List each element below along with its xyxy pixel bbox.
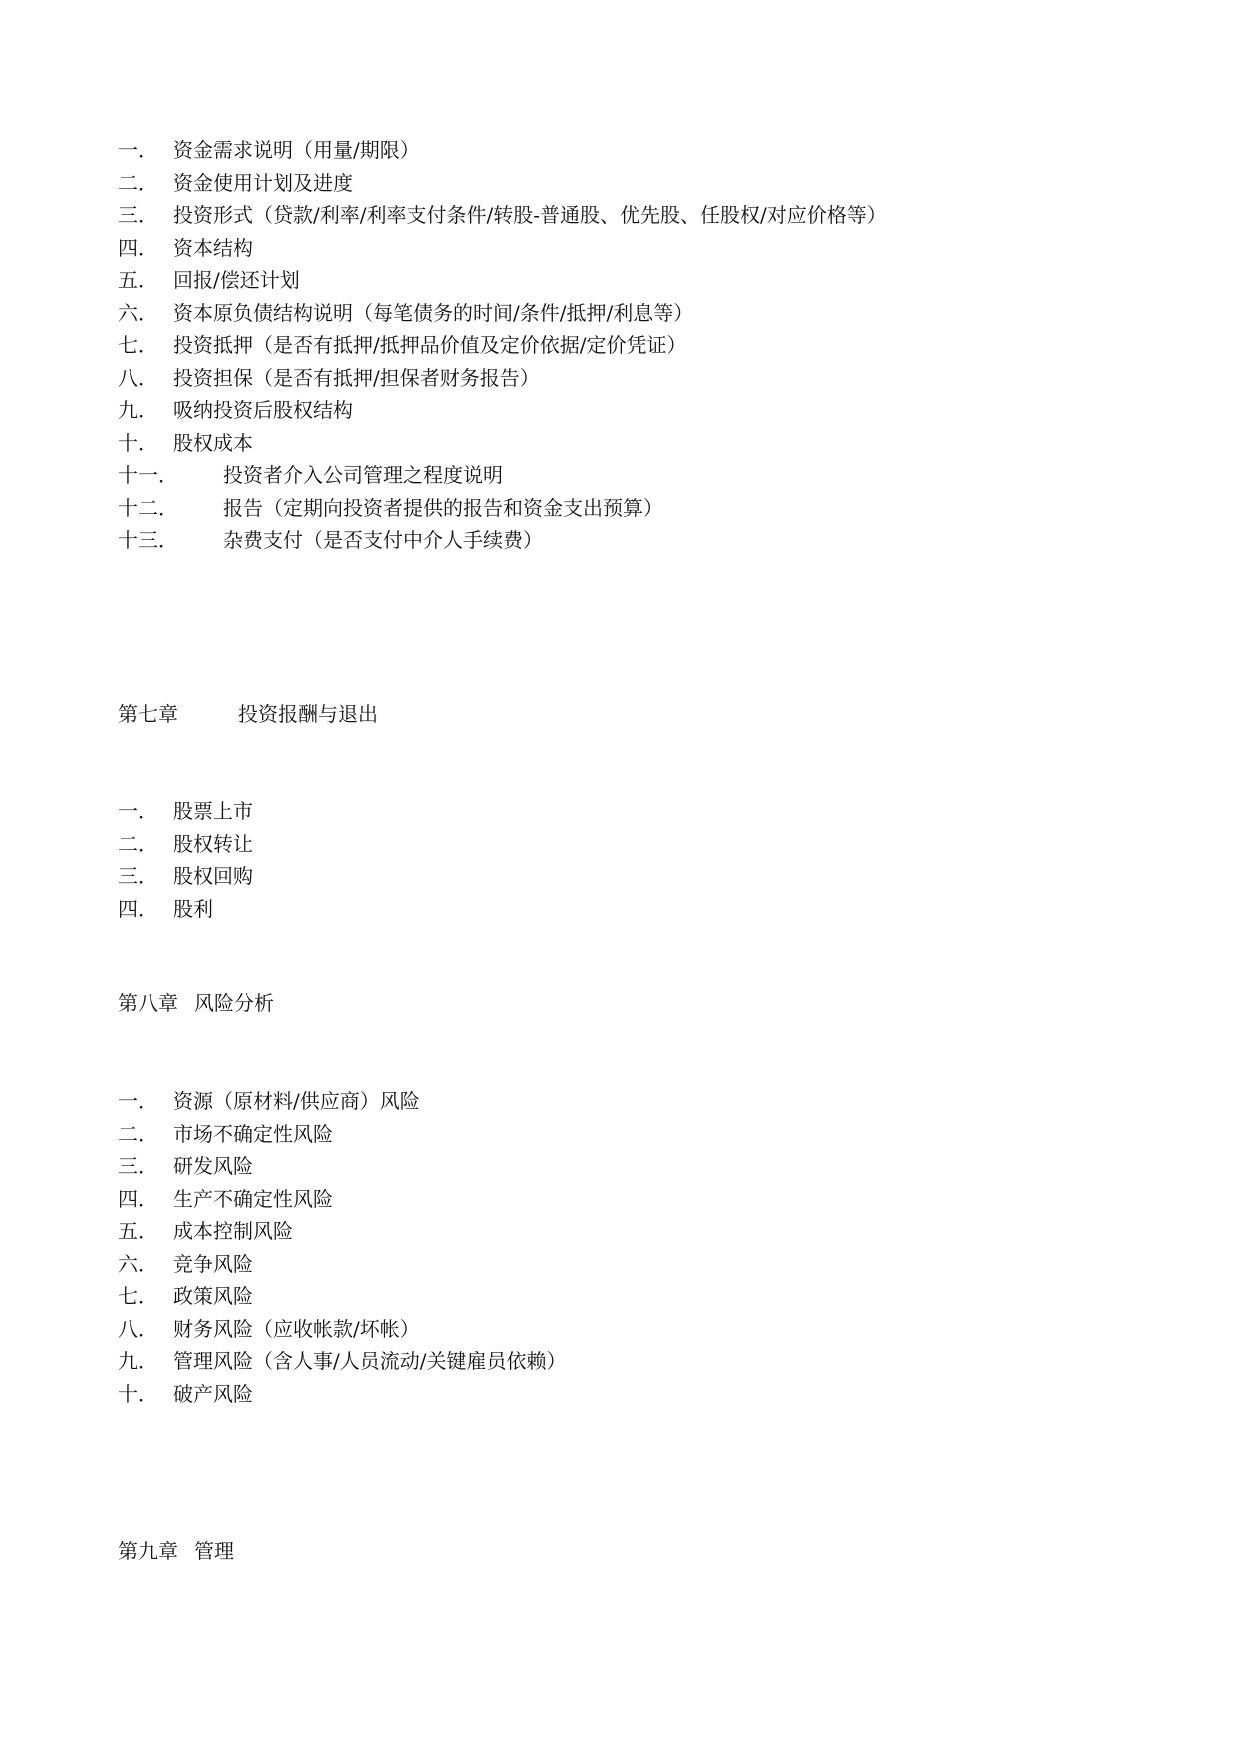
- chapter-number: 第七章: [118, 702, 178, 726]
- list-item: [118, 459, 887, 492]
- list-item: [118, 1280, 566, 1313]
- list-item: [118, 1118, 566, 1151]
- item-text: 报告（定期向投资者提供的报告和资金支出预算）: [223, 495, 663, 520]
- item-number: 五．: [118, 268, 158, 292]
- chapter-7-heading: [118, 699, 378, 729]
- list-item: [118, 1150, 566, 1183]
- item-number: 二．: [118, 831, 158, 856]
- list-item: [118, 394, 887, 427]
- item-number: 十二．: [118, 495, 178, 520]
- item-number: 一．: [118, 1089, 158, 1113]
- item-number: 一．: [118, 138, 158, 162]
- item-text: 资本原负债结构说明（每笔债务的时间/条件/抵押/利息等）: [173, 300, 694, 325]
- item-number: 三．: [118, 1154, 158, 1178]
- item-text: 成本控制风险: [173, 1219, 293, 1243]
- item-text: 资金使用计划及进度: [173, 170, 353, 195]
- item-number: 八．: [118, 365, 158, 390]
- item-number: 三．: [118, 203, 158, 227]
- list-item: [118, 167, 887, 200]
- list-item: [118, 1378, 566, 1411]
- item-text: 财务风险（应收帐款/坏帐）: [173, 1316, 420, 1341]
- item-number: 四．: [118, 896, 158, 921]
- item-text: 吸纳投资后股权结构: [173, 398, 353, 422]
- item-number: 四．: [118, 1186, 158, 1211]
- item-number: 五．: [118, 1219, 158, 1243]
- chapter-title: 管理: [194, 1539, 234, 1563]
- item-text: 回报/偿还计划: [173, 268, 300, 292]
- item-text: 投资抵押（是否有抵押/抵押品价值及定价依据/定价凭证）: [173, 333, 687, 357]
- item-text: 投资担保（是否有抵押/担保者财务报告）: [173, 365, 540, 390]
- item-number: 四．: [118, 235, 158, 260]
- item-text: 投资者介入公司管理之程度说明: [223, 463, 503, 487]
- list-item: [118, 492, 887, 525]
- item-text: 市场不确定性风险: [173, 1121, 333, 1146]
- list-item: [118, 1248, 566, 1281]
- list-item: [118, 329, 887, 362]
- list-item: [118, 199, 887, 232]
- chapter-8-heading: [118, 988, 274, 1018]
- item-text: 管理风险（含人事/人员流动/关键雇员依赖）: [173, 1349, 567, 1373]
- item-text: 股票上市: [173, 799, 253, 823]
- item-number: 十．: [118, 430, 158, 455]
- item-text: 资金需求说明（用量/期限）: [173, 138, 420, 162]
- item-text: 资本结构: [173, 235, 253, 260]
- list-item: [118, 297, 887, 330]
- item-number: 七．: [118, 1284, 158, 1308]
- item-number: 十一．: [118, 463, 178, 487]
- item-number: 六．: [118, 300, 158, 325]
- list-item: [118, 362, 887, 395]
- list-item: [118, 795, 253, 828]
- list-item: [118, 524, 887, 557]
- item-text: 杂费支付（是否支付中介人手续费）: [223, 528, 543, 552]
- list-item: [118, 1215, 566, 1248]
- item-number: 十．: [118, 1381, 158, 1406]
- item-text: 政策风险: [173, 1284, 253, 1308]
- list-item: [118, 264, 887, 297]
- list-item: [118, 893, 253, 926]
- list-item: [118, 232, 887, 265]
- item-text: 股权转让: [173, 831, 253, 856]
- item-number: 三．: [118, 864, 158, 888]
- chapter-title: 风险分析: [194, 991, 274, 1015]
- item-number: 十三．: [118, 528, 178, 552]
- item-text: 破产风险: [173, 1381, 253, 1406]
- item-number: 九．: [118, 1349, 158, 1373]
- list-item: [118, 1345, 566, 1378]
- item-number: 七．: [118, 333, 158, 357]
- item-text: 股权回购: [173, 864, 253, 888]
- item-text: 研发风险: [173, 1154, 253, 1178]
- list-item: [118, 828, 253, 861]
- investment-terms-list: [118, 134, 887, 557]
- item-number: 九．: [118, 398, 158, 422]
- item-text: 资源（原材料/供应商）风险: [173, 1089, 420, 1113]
- item-number: 八．: [118, 1316, 158, 1341]
- list-item: [118, 1313, 566, 1346]
- chapter-title: 投资报酬与退出: [238, 702, 378, 726]
- item-text: 股权成本: [173, 430, 253, 455]
- item-text: 股利: [173, 896, 213, 921]
- risk-list: [118, 1085, 566, 1410]
- list-item: [118, 1085, 566, 1118]
- exit-methods-list: [118, 795, 253, 925]
- chapter-number: 第八章: [118, 991, 178, 1015]
- list-item: [118, 1183, 566, 1216]
- list-item: [118, 427, 887, 460]
- item-text: 生产不确定性风险: [173, 1186, 333, 1211]
- list-item: [118, 134, 887, 167]
- item-text: 竞争风险: [173, 1251, 253, 1276]
- chapter-9-heading: [118, 1536, 234, 1566]
- item-text: 投资形式（贷款/利率/利率支付条件/转股-普通股、优先股、任股权/对应价格等）: [173, 203, 887, 227]
- list-item: [118, 860, 253, 893]
- item-number: 一．: [118, 799, 158, 823]
- chapter-number: 第九章: [118, 1539, 178, 1563]
- item-number: 二．: [118, 170, 158, 195]
- item-number: 二．: [118, 1121, 158, 1146]
- item-number: 六．: [118, 1251, 158, 1276]
